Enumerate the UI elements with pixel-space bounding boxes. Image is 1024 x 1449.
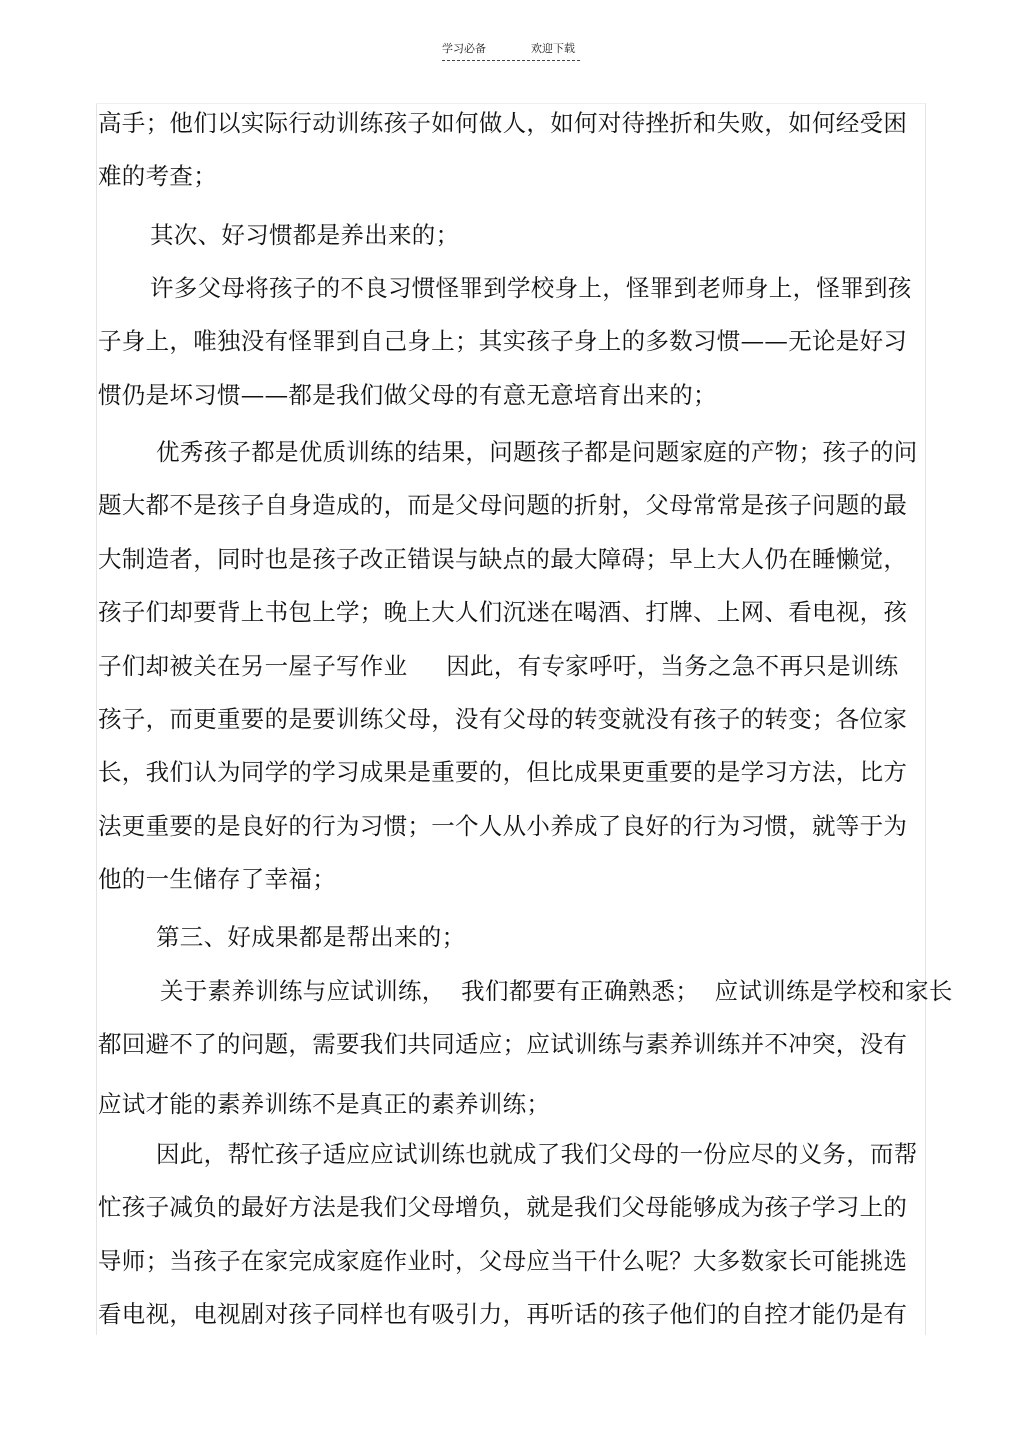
text-line: 第三、好成果都是帮出来的； <box>156 923 466 951</box>
text-line: 孩子们却要背上书包上学；晚上大人们沉迷在喝酒、打牌、上网、看电视，孩 <box>98 598 908 626</box>
page-header <box>0 40 1024 70</box>
text-line: 法更重要的是良好的行为习惯；一个人从小养成了良好的行为习惯，就等于为 <box>98 812 908 840</box>
text-line: 难的考查； <box>98 162 217 190</box>
text-line: 因此，帮忙孩子适应应试训练也就成了我们父母的一份应尽的义务，而帮 <box>156 1140 918 1168</box>
text-line: 优秀孩子都是优质训练的结果，问题孩子都是问题家庭的产物；孩子的问 <box>156 438 918 466</box>
text-line: 关于素养训练与应试训练， 我们都要有正确熟悉； 应试训练是学校和家长 <box>160 977 953 1005</box>
text-line: 都回避不了的问题，需要我们共同适应；应试训练与素养训练并不冲突，没有 <box>98 1030 908 1058</box>
text-line: 长，我们认为同学的学习成果是重要的，但比成果更重要的是学习方法，比方 <box>98 758 908 786</box>
text-line: 大制造者，同时也是孩子改正错误与缺点的最大障碍；早上大人仍在睡懒觉， <box>98 545 908 573</box>
text-line: 应试才能的素养训练不是真正的素养训练； <box>98 1090 551 1118</box>
text-line: 导师；当孩子在家完成家庭作业时，父母应当干什么呢？大多数家长可能挑选 <box>98 1247 908 1275</box>
text-line: 题大都不是孩子自身造成的，而是父母问题的折射，父母常常是孩子问题的最 <box>98 491 908 519</box>
text-line: 孩子，而更重要的是要训练父母，没有父母的转变就没有孩子的转变；各位家 <box>98 705 908 733</box>
text-line: 许多父母将孩子的不良习惯怪罪到学校身上，怪罪到老师身上，怪罪到孩 <box>150 274 912 302</box>
text-line: 惯仍是坏习惯——都是我们做父母的有意无意培育出来的； <box>98 381 717 409</box>
header-left-text: 学习必备 <box>442 42 486 55</box>
text-line: 看电视，电视剧对孩子同样也有吸引力，再听话的孩子他们的自控才能仍是有 <box>98 1300 908 1328</box>
header-divider <box>442 60 580 61</box>
text-line: 忙孩子减负的最好方法是我们父母增负，就是我们父母能够成为孩子学习上的 <box>98 1193 908 1221</box>
text-line: 子们却被关在另一屋子写作业 因此，有专家呼吁，当务之急不再只是训练 <box>98 652 899 680</box>
text-line: 高手；他们以实际行动训练孩子如何做人，如何对待挫折和失败，如何经受困 <box>98 109 908 137</box>
text-line: 他的一生储存了幸福； <box>98 865 336 893</box>
text-line: 子身上，唯独没有怪罪到自己身上；其实孩子身上的多数习惯——无论是好习 <box>98 327 908 355</box>
header-right-text: 欢迎下载 <box>531 42 575 55</box>
text-line: 其次、好习惯都是养出来的； <box>150 221 460 249</box>
